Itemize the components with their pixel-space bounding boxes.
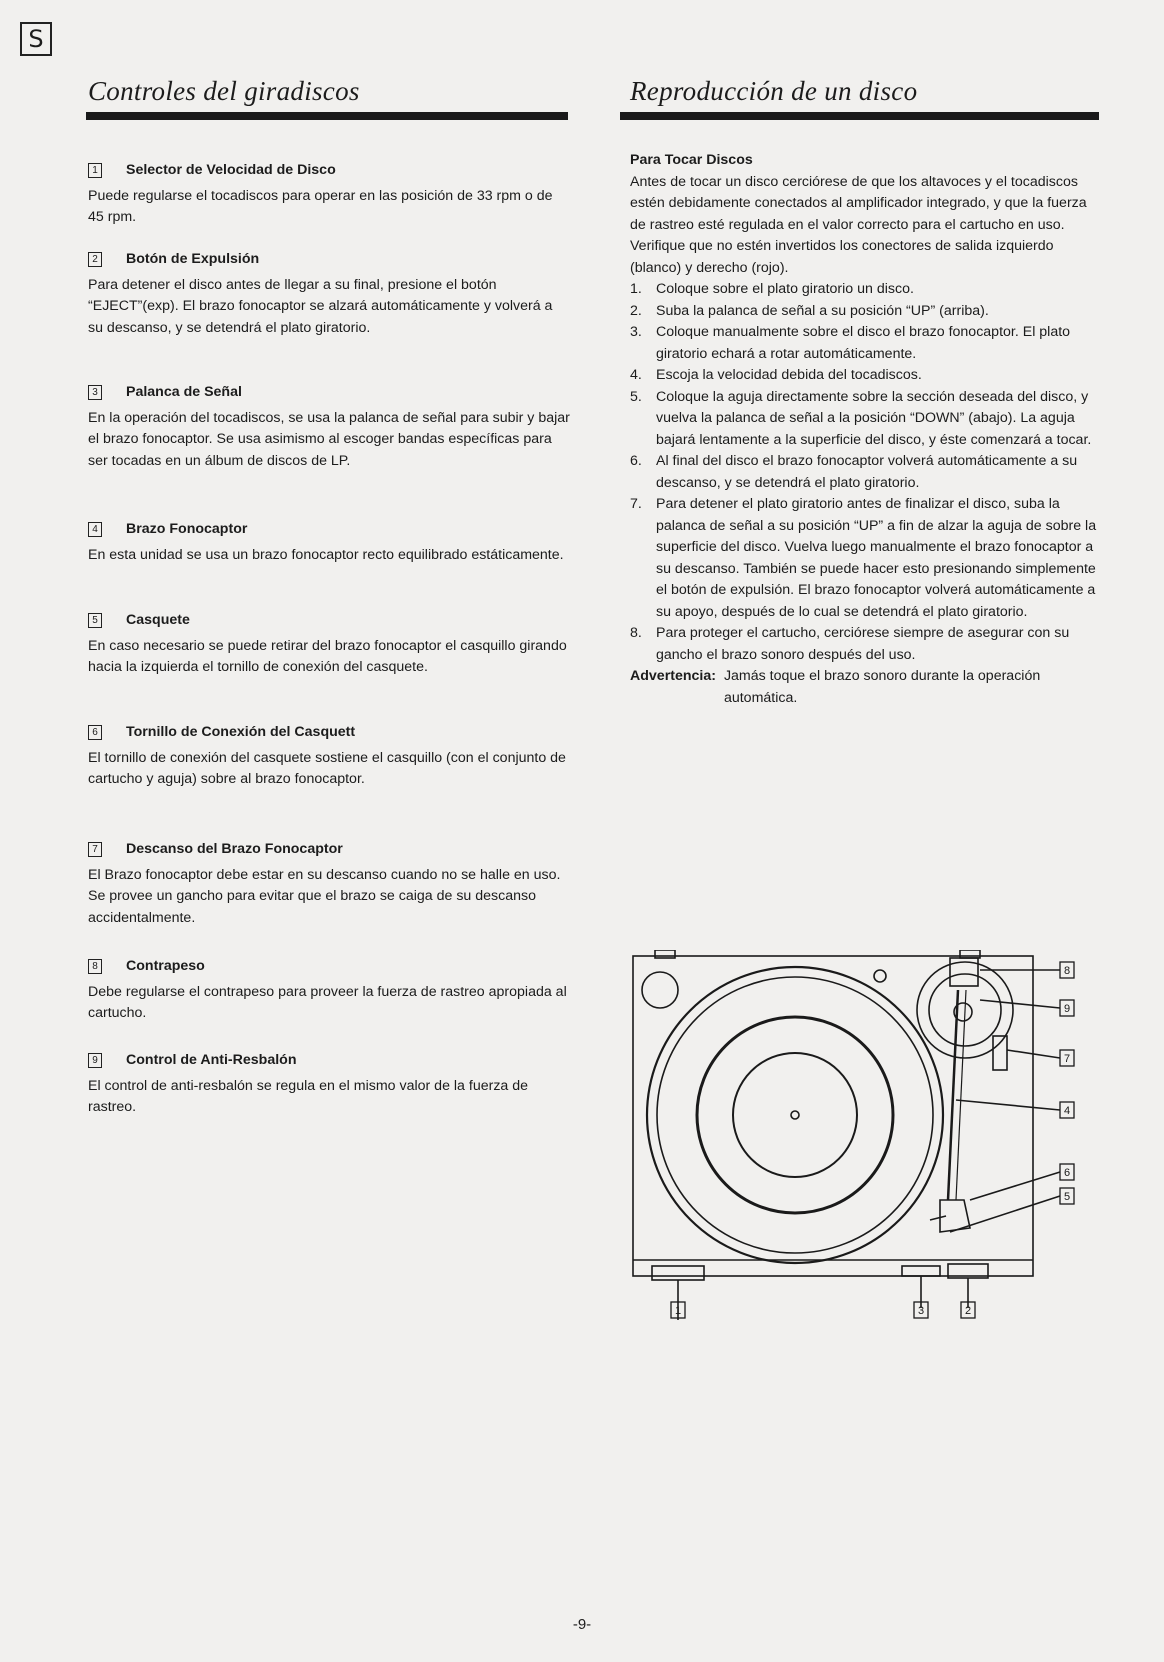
- step-text: Para proteger el cartucho, cerciórese siempre de asegurar con su gancho el brazo sonoro después del uso.: [656, 625, 1070, 663]
- arm-rest-icon: [993, 1036, 1007, 1070]
- step-number: 4.: [630, 367, 642, 383]
- finger-lift: [930, 1216, 946, 1220]
- callout-3: 3: [917, 1305, 925, 1317]
- callout-7: 7: [1063, 1053, 1071, 1065]
- item-heading: Casquete: [126, 612, 190, 628]
- callout-5: 5: [1063, 1191, 1071, 1203]
- step-number: 8.: [630, 625, 642, 641]
- step-text: Para detener el plato giratorio antes de finalizar el disco, suba la palanca de señal a su posición “UP” a fin de alzar la aguja de sobre la superficie del disco. Vuelva luego manualmente el brazo fonocaptor a su descanso. También se puede hacer esto presionando simplemente el botón de expulsión. El brazo fonocaptor volverá automáticamente a su apoyo, después de lo cual se detendrá el plato giratorio.: [656, 496, 1097, 620]
- step-text: Coloque sobre el plato giratorio un disco.: [656, 281, 914, 297]
- step-number: 6.: [630, 453, 642, 469]
- control-item: [88, 519, 570, 566]
- item-text: Para detener el disco antes de llegar a su final, presione el botón “EJECT”(exp). El brazo fonocaptor se alzará automáticamente y volverá a su descanso, y se detendrá el plato giratorio.: [88, 276, 553, 336]
- item-text: El tornillo de conexión del casquete sostiene el casquillo (con el conjunto de cartucho y aguja) sobre al brazo fonocaptor.: [88, 749, 566, 787]
- step-item: [630, 387, 1102, 452]
- step-item: [630, 322, 1102, 365]
- title-rule: [86, 112, 568, 120]
- language-marker: S: [20, 22, 52, 56]
- warning-text: Jamás toque el brazo sonoro durante la operación automática.: [723, 668, 1041, 706]
- turntable-diagram: [630, 950, 1120, 1320]
- callout-6: 6: [1063, 1167, 1071, 1179]
- step-number: 1.: [630, 281, 642, 297]
- instructions-heading: Para Tocar Discos: [630, 152, 753, 168]
- step-text: Al final del disco el brazo fonocaptor volverá automáticamente a su descanso, y se detendrá el plato giratorio.: [656, 453, 1078, 491]
- step-item: [630, 365, 1102, 387]
- item-number: 2: [88, 252, 102, 267]
- control-item: [88, 249, 570, 339]
- callout-4: 4: [1063, 1105, 1071, 1117]
- page-number: -9-: [572, 1616, 592, 1633]
- item-number: 3: [88, 385, 102, 400]
- control-item: [88, 382, 570, 472]
- step-item: [630, 301, 1102, 323]
- callout-1: 1: [674, 1305, 682, 1317]
- step-item: [630, 279, 1102, 301]
- cueing-lever-icon: [902, 1266, 940, 1276]
- control-item: [88, 160, 570, 229]
- item-heading: Tornillo de Conexión del Casquett: [126, 724, 356, 740]
- step-text: Escoja la velocidad debida del tocadiscos.: [656, 367, 922, 383]
- item-text: En esta unidad se usa un brazo fonocaptor recto equilibrado estáticamente.: [88, 546, 564, 563]
- title-rule: [620, 112, 1099, 120]
- playback-instructions: [630, 150, 1102, 709]
- callout-8: 8: [1063, 965, 1071, 977]
- tonearm-icon: [948, 990, 958, 1200]
- control-item: [88, 956, 570, 1025]
- item-heading: Contrapeso: [126, 958, 205, 974]
- item-text: El control de anti-resbalón se regula en el mismo valor de la fuerza de rastreo.: [88, 1077, 529, 1115]
- step-text: Suba la palanca de señal a su posición “UP” (arriba).: [656, 302, 989, 319]
- step-text: Coloque manualmente sobre el disco el brazo fonocaptor. El plato giratorio echará a rotar automáticamente.: [656, 324, 1071, 362]
- item-heading: Control de Anti-Resbalón: [126, 1052, 297, 1068]
- control-item: [88, 722, 570, 791]
- control-item: [88, 1050, 570, 1119]
- rear-knob: [642, 972, 678, 1008]
- item-number: 1: [88, 163, 102, 178]
- left-section-title: Controles del giradiscos: [88, 76, 360, 106]
- item-number: 4: [88, 522, 102, 537]
- right-section-title: Reproducción de un disco: [630, 76, 918, 106]
- spindle-icon: [791, 1111, 799, 1119]
- item-heading: Palanca de Señal: [126, 384, 242, 400]
- step-number: 5.: [630, 388, 642, 405]
- step-number: 7.: [630, 496, 642, 512]
- item-heading: Brazo Fonocaptor: [126, 521, 248, 537]
- item-number: 8: [88, 959, 102, 974]
- record-grooves: [697, 1017, 893, 1213]
- callout-2: 2: [964, 1305, 972, 1317]
- item-text: Puede regularse el tocadiscos para operar en las posición de 33 rpm o de 45 rpm.: [88, 187, 553, 225]
- item-text: En caso necesario se puede retirar del brazo fonocaptor el casquillo girando hacia la izquierda el tornillo de conexión del casquete.: [88, 637, 567, 675]
- steps-list: [630, 279, 1102, 666]
- item-text: En la operación del tocadiscos, se usa la palanca de señal para subir y bajar el brazo fonocaptor. Se usa asimismo al escoger bandas específicas para ser tocadas en un álbum de discos de LP.: [88, 409, 570, 469]
- step-item: [630, 623, 1102, 666]
- item-number: 7: [88, 842, 102, 857]
- item-heading: Descanso del Brazo Fonocaptor: [126, 841, 343, 857]
- callout-9: 9: [1063, 1003, 1071, 1015]
- item-text: El Brazo fonocaptor debe estar en su descanso cuando no se halle en uso. Se provee un gancho para evitar que el brazo se caiga de su descanso accidentalmente.: [88, 866, 561, 926]
- platter-icon: [647, 967, 943, 1263]
- step-item: [630, 451, 1102, 494]
- item-heading: Selector de Velocidad de Disco: [126, 162, 336, 178]
- item-text: Debe regularse el contrapeso para proveer la fuerza de rastreo apropiada al cartucho.: [88, 983, 567, 1021]
- record-label-ring: [733, 1053, 857, 1177]
- cabinet-outline: [633, 956, 1033, 1276]
- instructions-intro: Antes de tocar un disco cerciórese de que los altavoces y el tocadiscos estén debidamente conectados al amplificador integrado, y que la fuerza de rastreo esté regulada en el valor correcto para el cartucho en uso. Verifique que no estén invertidos los conectores de salida izquierdo (blanco) y derecho (rojo).: [630, 173, 1087, 276]
- item-number: 6: [88, 725, 102, 740]
- step-number: 3.: [630, 324, 642, 340]
- control-item: [88, 839, 570, 929]
- item-number: 5: [88, 613, 102, 628]
- item-heading: Botón de Expulsión: [126, 251, 260, 267]
- control-item: [88, 610, 570, 679]
- step-text: Coloque la aguja directamente sobre la sección deseada del disco, y vuelva la palanca de señal a la posición “DOWN” (abajo). La aguja bajará lentamente a la superficie del disco, y éste comenzará a tocar.: [656, 388, 1092, 448]
- step-item: [630, 494, 1102, 623]
- warning-label: Advertencia:: [630, 668, 716, 684]
- speed-selector-icon: [652, 1266, 704, 1280]
- item-number: 9: [88, 1053, 102, 1068]
- step-number: 2.: [630, 302, 642, 319]
- indicator-light: [874, 970, 886, 982]
- warning-note: [630, 666, 1102, 709]
